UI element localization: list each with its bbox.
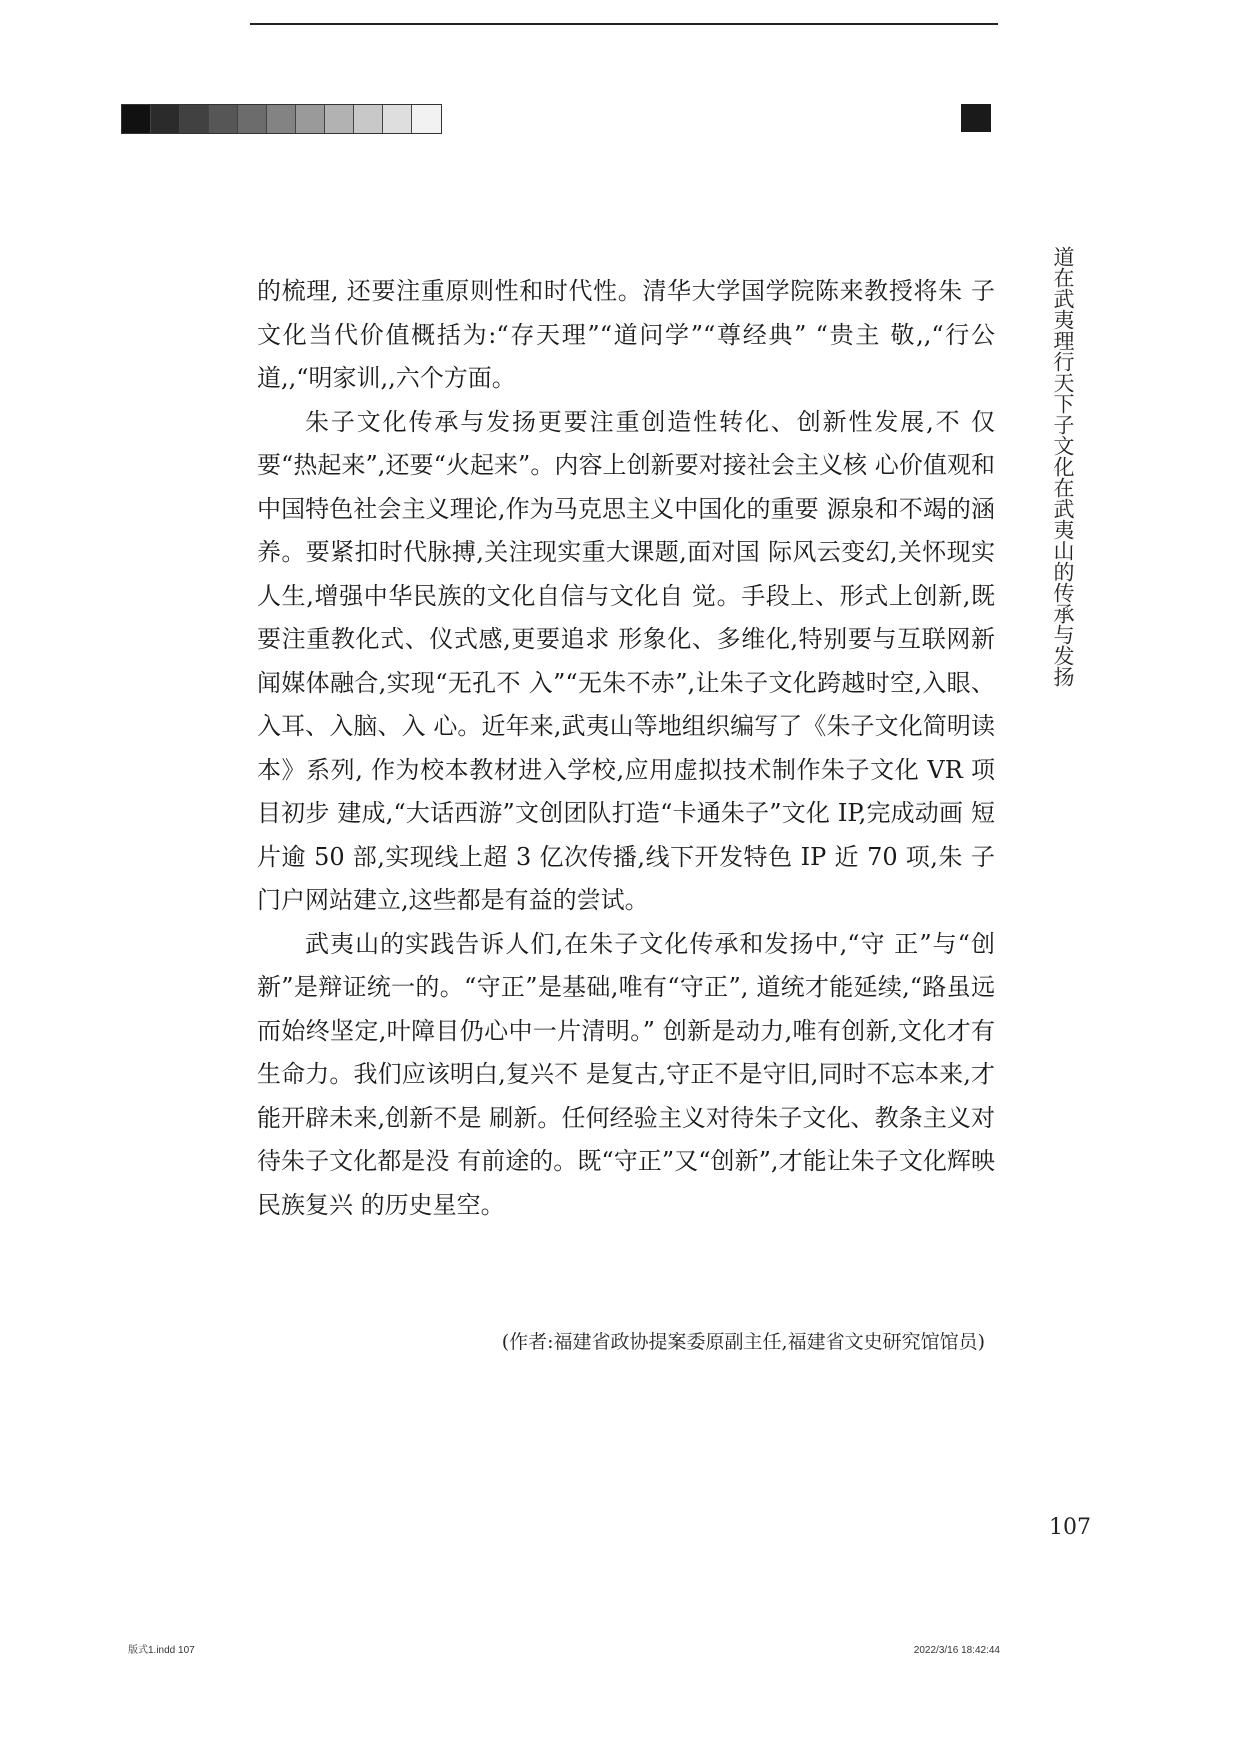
gray-swatch [180, 105, 209, 133]
corner-registration-mark [961, 104, 991, 132]
gray-swatch [354, 105, 383, 133]
page-number: 107 [1049, 1515, 1091, 1540]
gray-swatch [122, 105, 151, 133]
author-note: (作者:福建省政协提案委原副主任,福建省文史研究馆馆员) [501, 1331, 985, 1353]
paragraph-2: 朱子文化传承与发扬更要注重创造性转化、创新性发展,不 仅要“热起来”,还要“火起来”。内容上创新要对接社会主义核 心价值观和中国特色社会主义理论,作为马克思主义中国化的重要 源泉和不竭的涵养。要紧扣时代脉搏,关注现实重大课题,面对国 际风云变幻,关怀现实人生,增强中华民族的文化自信与文化自 觉。手段上、形式上创新,既要注重教化式、仪式感,更要追求 形象化、多维化,特别要与互联网新闻媒体融合,实现“无孔不 入”“无朱不赤”,让朱子文化跨越时空,入眼、入耳、入脑、入 心。近年来,武夷山等地组织编写了《朱子文化简明读本》系列, 作为校本教材进入学校,应用虚拟技术制作朱子文化 VR 项目初步 建成,“大话西游”文创团队打造“卡通朱子”文化 IP,完成动画 短片逾 50 部,实现线上超 3 亿次传播,线下开发特色 IP 近 70 项,朱 子门户网站建立,这些都是有益的尝试。 [257, 407, 995, 914]
paragraph-3: 武夷山的实践告诉人们,在朱子文化传承和发扬中,“守 正”与“创新”是辩证统一的。“守正”是基础,唯有“守正”, 道统才能延续,“路虽远而始终坚定,叶障目仍心中一片清明。” 创新是动力,唯有创新,文化才有生命力。我们应该明白,复兴不 是复古,守正不是守旧,同时不忘本来,才能开辟未来,创新不是 刷新。任何经验主义对待朱子文化、教条主义对待朱子文化都是没 有前途的。既“守正”又“创新”,才能让朱子文化辉映民族复兴 的历史星空。 [257, 929, 995, 1219]
gray-calibration-strip [121, 104, 442, 134]
gray-swatch [209, 105, 238, 133]
footer-timestamp: 2022/3/16 18:42:44 [913, 1645, 1000, 1656]
gray-swatch [383, 105, 412, 133]
article-body [257, 270, 995, 1227]
gray-swatch [296, 105, 325, 133]
gray-swatch [267, 105, 296, 133]
gray-swatch [412, 105, 441, 133]
top-rule [250, 23, 998, 25]
gray-swatch [325, 105, 354, 133]
paragraph-1: 的梳理, 还要注重原则性和时代性。清华大学国学院陈来教授将朱 子文化当代价值概括为:“存天理”“道问学”“尊经典” “贵主 敬,,“行公道,,“明家训,,六个方面。 [257, 277, 995, 392]
gray-swatch [151, 105, 180, 133]
footer-file-label: 版式1.indd 107 [128, 1645, 195, 1656]
running-head-vertical-title: 道在武夷理行天下子文化在武夷山的传承与发扬 [1051, 246, 1075, 687]
gray-swatch [238, 105, 267, 133]
